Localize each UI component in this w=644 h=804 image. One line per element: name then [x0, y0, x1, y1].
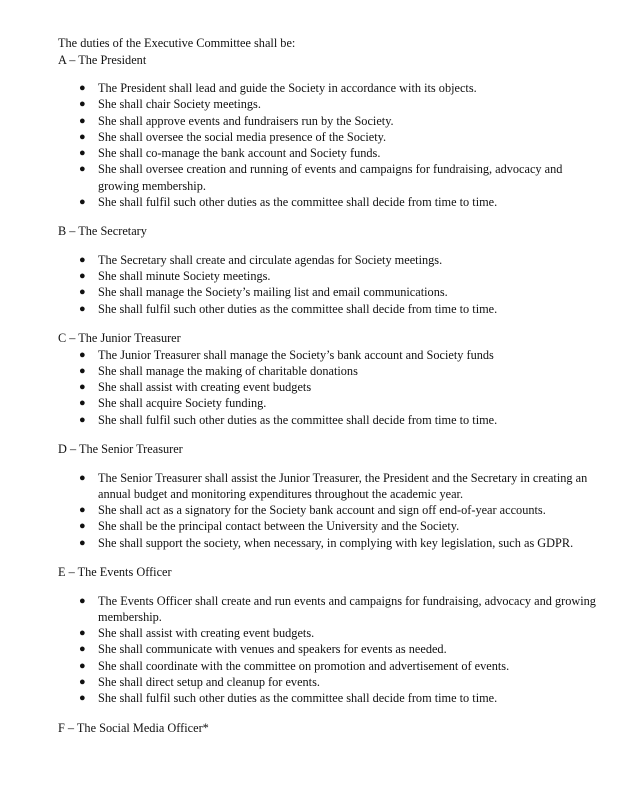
bullet-icon: ● — [79, 594, 86, 607]
bullet-icon: ● — [79, 676, 86, 689]
spacer — [58, 551, 604, 564]
list-item: ● She shall fulfil such other duties as the committee shall decide from time to time. — [79, 412, 498, 427]
list-item: ● She shall communicate with venues and speakers for events as needed. — [79, 642, 447, 657]
list-item: ● She shall fulfil such other duties as the committee shall decide from time to time. — [79, 301, 498, 316]
list-item: ● The Events Officer shall create and run events and campaigns for fundraising, advocacy and growing membership. — [79, 593, 596, 624]
list-item: ● She shall chair Society meetings. — [79, 97, 261, 112]
list-item: ● She shall co-manage the bank account and Society funds. — [79, 146, 381, 161]
duties-list-secretary — [58, 252, 604, 317]
list-item: ● She shall minute Society meetings. — [79, 269, 271, 284]
list-item: ● The President shall lead and guide the Society in accordance with its objects. — [79, 81, 477, 95]
bullet-icon: ● — [79, 381, 86, 394]
bullet-icon: ● — [79, 348, 86, 361]
list-item: ● She shall fulfil such other duties as the committee shall decide from time to time. — [79, 691, 498, 706]
section-heading-junior-treasurer: C – The Junior Treasurer — [58, 331, 181, 346]
bullet-icon: ● — [79, 302, 86, 315]
bullet-icon: ● — [79, 520, 86, 533]
section-heading-president: A – The President — [58, 52, 147, 67]
bullet-icon: ● — [79, 659, 86, 672]
document-intro: The duties of the Executive Committee shall be: — [58, 36, 296, 50]
spacer — [58, 428, 604, 441]
bullet-icon: ● — [79, 397, 86, 410]
bullet-icon: ● — [79, 692, 86, 705]
spacer — [58, 458, 604, 470]
duties-list-senior-treasurer — [58, 470, 604, 551]
section-heading-events-officer: E – The Events Officer — [58, 565, 172, 580]
list-item: ● She shall approve events and fundraisers run by the Society. — [79, 113, 394, 128]
bullet-icon: ● — [79, 253, 86, 266]
duties-list-junior-treasurer — [58, 347, 604, 428]
list-item: ● She shall coordinate with the committee on promotion and advertisement of events. — [79, 658, 510, 673]
bullet-icon: ● — [79, 504, 86, 517]
list-item: ● She shall acquire Society funding. — [79, 396, 267, 411]
list-item: ● She shall fulfil such other duties as the committee shall decide from time to time. — [79, 195, 498, 210]
list-item: ● She shall oversee creation and running of events and campaigns for fundraising, advocacy and growing membership. — [79, 162, 563, 193]
list-item: ● She shall assist with creating event budgets. — [79, 626, 315, 641]
bullet-icon: ● — [79, 270, 86, 283]
section-heading-senior-treasurer: D – The Senior Treasurer — [58, 442, 183, 457]
bullet-icon: ● — [79, 536, 86, 549]
list-item: ● She shall direct setup and cleanup for events. — [79, 675, 320, 690]
bullet-icon: ● — [79, 98, 86, 111]
duties-list-president — [58, 80, 604, 210]
bullet-icon: ● — [79, 627, 86, 640]
bullet-icon: ● — [79, 196, 86, 209]
duties-list-events-officer — [58, 593, 604, 707]
list-item: ● She shall oversee the social media presence of the Society. — [79, 129, 387, 144]
section-heading-secretary: B – The Secretary — [58, 224, 147, 239]
bullet-icon: ● — [79, 364, 86, 377]
spacer — [58, 581, 604, 593]
list-item: ● The Senior Treasurer shall assist the Junior Treasurer, the President and the Secretary in creating an annual budget and monitoring expenditures throughout the academic year. — [79, 470, 588, 501]
spacer — [58, 707, 604, 720]
list-item: ● The Junior Treasurer shall manage the Society’s bank account and Society funds — [79, 347, 494, 362]
spacer — [58, 210, 604, 223]
bullet-icon: ● — [79, 82, 86, 94]
bullet-icon: ● — [79, 147, 86, 160]
bullet-icon: ● — [79, 130, 86, 143]
list-item: ● She shall support the society, when necessary, in complying with key legislation, such as GDPR. — [79, 535, 574, 550]
list-item: ● She shall manage the Society’s mailing list and email communications. — [79, 285, 448, 300]
list-item: ● She shall act as a signatory for the Society bank account and sign off end-of-year accounts. — [79, 503, 546, 518]
spacer — [58, 317, 604, 330]
list-item: ● She shall manage the making of charitable donations — [79, 363, 358, 378]
list-item: ● She shall be the principal contact between the University and the Society. — [79, 519, 460, 534]
spacer — [58, 240, 604, 252]
bullet-icon: ● — [79, 114, 86, 127]
section-heading-social-media-officer: F – The Social Media Officer* — [58, 720, 209, 735]
list-item: ● The Secretary shall create and circulate agendas for Society meetings. — [79, 252, 443, 267]
bullet-icon: ● — [79, 163, 86, 176]
bullet-icon: ● — [79, 471, 86, 484]
bullet-icon: ● — [79, 643, 86, 656]
spacer — [58, 68, 604, 80]
bullet-icon: ● — [79, 413, 86, 426]
list-item: ● She shall assist with creating event budgets — [79, 380, 312, 395]
bullet-icon: ● — [79, 286, 86, 299]
